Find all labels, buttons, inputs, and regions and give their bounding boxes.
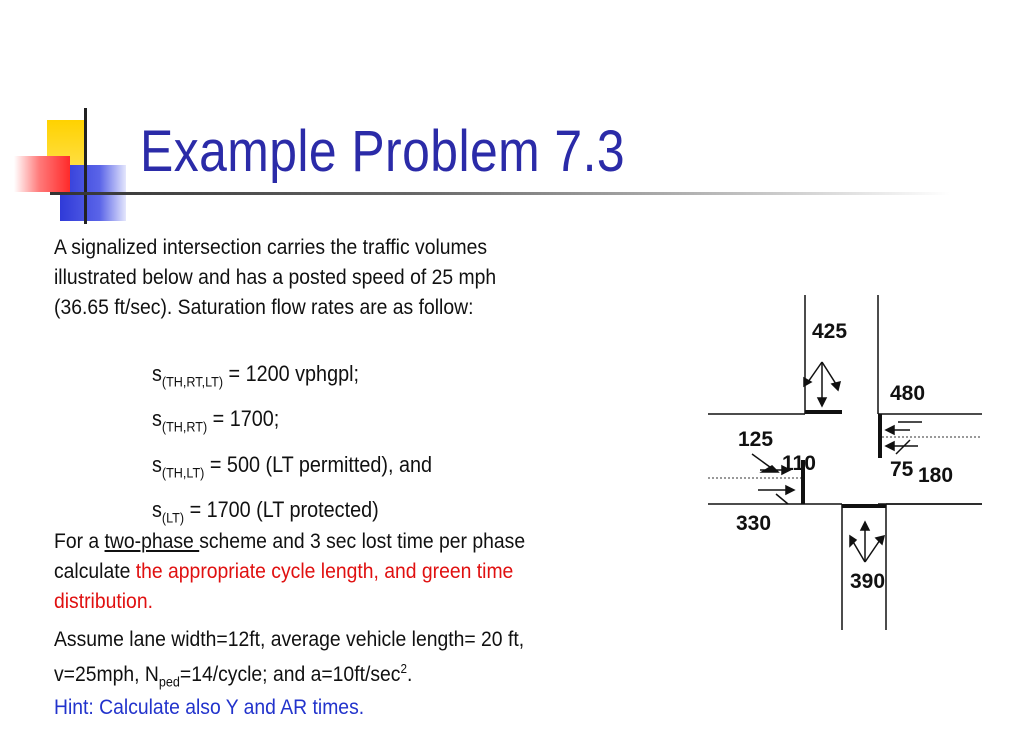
phase-paragraph: [54, 526, 525, 616]
intro-line-2: illustrated below and has a posted speed of 25 mph: [54, 265, 497, 289]
intersection-diagram: [700, 290, 990, 635]
volume-east-through: 75: [890, 458, 914, 481]
rate-th-lt: $s_{(TH,LT)} = 500$ (LT permitted), and: [152, 451, 433, 481]
phase-line-1: For a two-phase scheme and 3 sec lost time per phase: [54, 529, 526, 553]
intersection-svg: [700, 290, 990, 635]
rate-th-rt-lt: $s_{(TH,RT,LT)} = 1200$ vphgpl;: [152, 361, 359, 390]
east-movement-arrows: [886, 422, 922, 454]
phase-line-2: calculate the appropriate cycle length, and green time: [54, 559, 514, 583]
assumptions-paragraph: [54, 624, 524, 696]
intro-line-1: A signalized intersection carries the traffic volumes: [54, 235, 488, 259]
volume-south: 390: [850, 570, 886, 593]
intro-paragraph: [54, 232, 496, 322]
rate-th-rt: $s_{(TH,RT)} = 1700$;: [152, 406, 280, 435]
volume-east-left: 480: [890, 382, 926, 405]
title-divider: [50, 192, 950, 195]
intro-line-3: (36.65 ft/sec). Saturation flow rates are as follow:: [54, 295, 474, 319]
hint-text: Hint: Calculate also Y and AR times.: [54, 695, 365, 719]
saturation-rates: [152, 355, 432, 537]
logo-red-square: [14, 156, 70, 192]
volume-north: 425: [812, 320, 848, 343]
volume-west-through: 110: [782, 452, 816, 475]
south-movement-arrows: [850, 522, 884, 562]
assume-line-1: Assume lane width=12ft, average vehicle length= 20 ft,: [54, 627, 525, 651]
north-movement-arrows: [804, 362, 840, 406]
phase-line-3: distribution.: [54, 589, 153, 613]
volume-west-right: 330: [736, 512, 772, 535]
rate-lt: $s_{(LT)} = 1700$ (LT protected): [152, 497, 379, 526]
volume-west-left: 125: [738, 428, 774, 451]
logo-vertical-line: [84, 108, 87, 224]
slide-title: Example Problem 7.3: [140, 119, 626, 184]
assume-line-2: v=25mph, $N_{ped}=14$/cycle; and $a=10ft/\sec^2$.: [54, 661, 413, 690]
volume-east-right: 180: [918, 464, 954, 487]
